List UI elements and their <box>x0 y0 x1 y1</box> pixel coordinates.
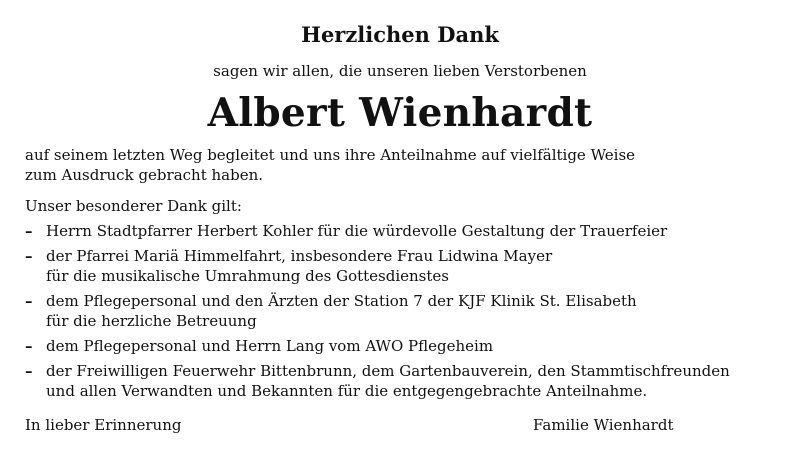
intro-line: zum Ausdruck gebracht haben. <box>25 166 264 184</box>
list-item <box>25 361 795 401</box>
list-item-line: für die herzliche Betreuung <box>46 312 257 330</box>
dash-bullet: – <box>25 222 33 240</box>
deceased-name: Albert Wienhardt <box>207 90 593 136</box>
thanks-heading: Unser besonderer Dank gilt: <box>25 197 242 215</box>
closing-signature: Familie Wienhardt <box>533 416 674 434</box>
list-item-line: und allen Verwandten und Bekannten für die entgegengebrachte Anteilnahme. <box>46 382 648 400</box>
closing-remembrance: In lieber Erinnerung <box>25 416 182 434</box>
list-item <box>25 221 795 241</box>
intro-line: auf seinem letzten Weg begleitet und uns ihre Anteilnahme auf vielfältige Weise <box>25 146 636 164</box>
thanks-list <box>25 221 795 406</box>
list-item-line: dem Pflegepersonal und den Ärzten der Station 7 der KJF Klinik St. Elisabeth <box>46 292 637 310</box>
list-item-line: der Freiwilligen Feuerwehr Bittenbrunn, dem Gartenbauverein, den Stammtischfreunden <box>46 362 730 380</box>
dash-bullet: – <box>25 362 33 380</box>
list-item-line: dem Pflegepersonal und Herrn Lang vom AWO Pflegeheim <box>46 337 494 355</box>
dash-bullet: – <box>25 337 33 355</box>
notice-subheading: sagen wir allen, die unseren lieben Verstorbenen <box>213 62 587 80</box>
intro-paragraph <box>25 145 765 185</box>
list-item <box>25 291 795 331</box>
dash-bullet: – <box>25 247 33 265</box>
dash-bullet: – <box>25 292 33 310</box>
notice-heading: Herzlichen Dank <box>301 22 499 47</box>
list-item-line: für die musikalische Umrahmung des Gottesdienstes <box>46 267 449 285</box>
list-item <box>25 336 795 356</box>
list-item-line: Herrn Stadtpfarrer Herbert Kohler für die würdevolle Gestaltung der Trauerfeier <box>46 222 668 240</box>
list-item <box>25 246 795 286</box>
list-item-line: der Pfarrei Mariä Himmelfahrt, insbesondere Frau Lidwina Mayer <box>46 247 553 265</box>
